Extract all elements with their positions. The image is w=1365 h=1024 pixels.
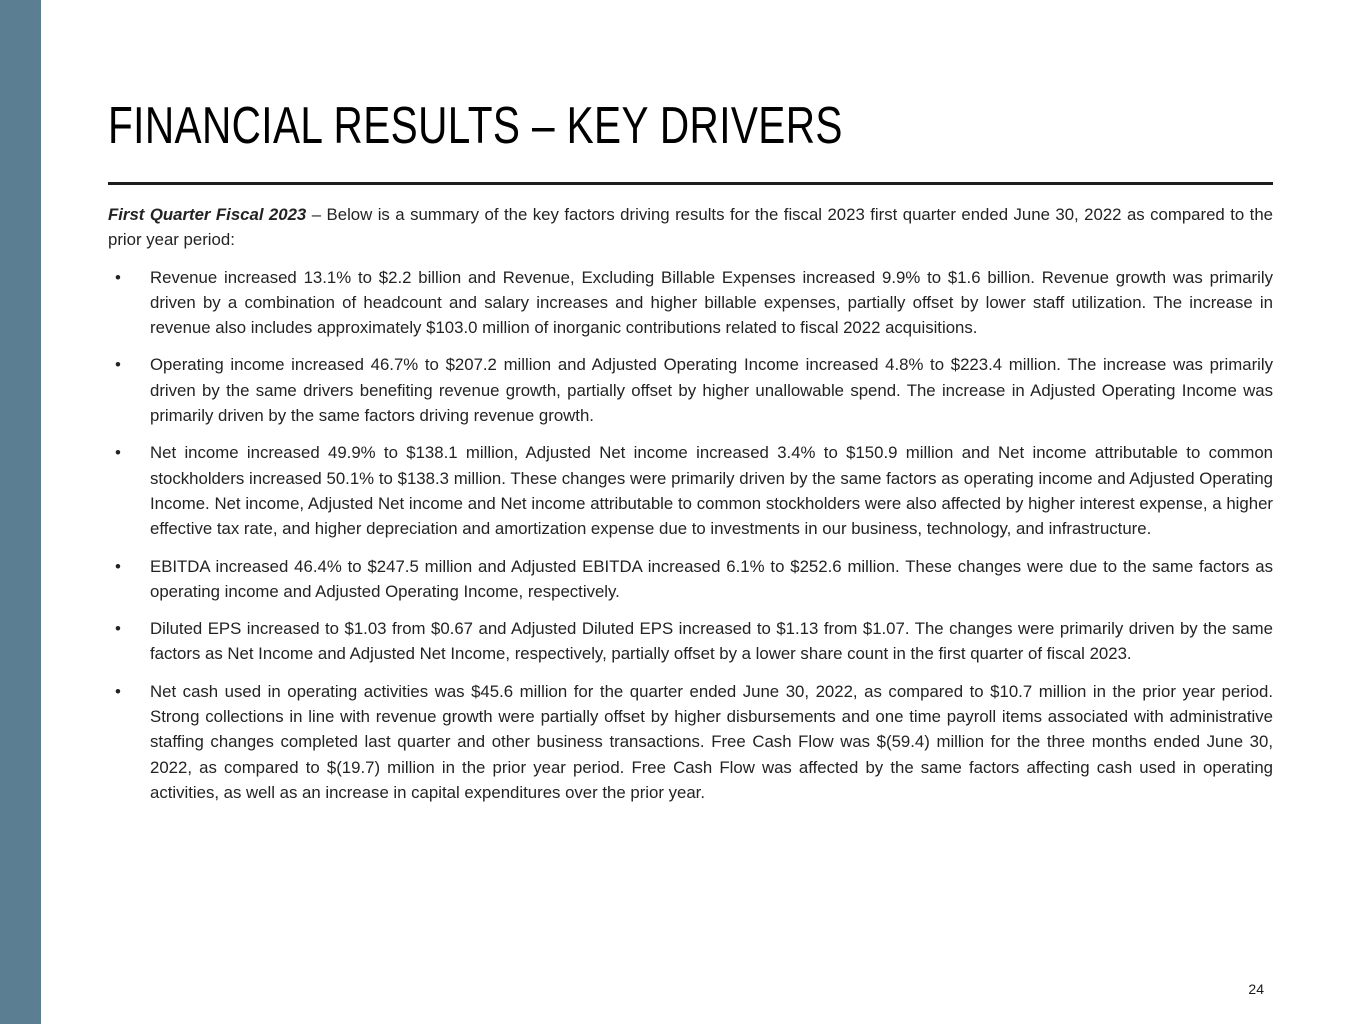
intro-rest: – Below is a summary of the key factors driving results for the fiscal 2023 first quarter ended June 30, 2022 as compared to the prior year period:: [108, 205, 1273, 250]
bullet-text: Net income increased 49.9% to $138.1 million, Adjusted Net income increased 3.4% to $150.9 million and Net income attributable to common stockholders increased 50.1% to $138.3 million. These changes were primarily driven by the same factors as operating income and Adjusted Operating Income. Net income, Adjusted Net income and Net income attributable to common stockholders were also affected by higher interest expense, a higher effective tax rate, and higher depreciation and amortization expense due to investments in our business, technology, and infrastructure.: [150, 443, 1273, 539]
bullet-item: [108, 679, 1273, 805]
content-area: [108, 0, 1273, 805]
page-number: 24: [1248, 981, 1264, 997]
bullet-text: Net cash used in operating activities was $45.6 million for the quarter ended June 30, 2022, as compared to $10.7 million in the prior year period. Strong collections in line with revenue growth were partially offset by higher disbursements and one time payroll items associated with administrative staffing changes completed last quarter and other business transactions. Free Cash Flow was $(59.4) million for the three months ended June 30, 2022, as compared to $(19.7) million in the prior year period. Free Cash Flow was affected by the same factors affecting cash used in operating activities, as well as an increase in capital expenditures over the prior year.: [150, 681, 1273, 802]
bullet-marker: •: [115, 619, 121, 639]
bullet-text: Operating income increased 46.7% to $207.2 million and Adjusted Operating Income increased 4.8% to $223.4 million. The increase was primarily driven by the same drivers benefiting revenue growth, partially offset by higher unallowable spend. The increase in Adjusted Operating Income was primarily driven by the same factors driving revenue growth.: [150, 355, 1273, 426]
bullet-marker: •: [115, 355, 121, 375]
title-divider: [108, 182, 1273, 185]
slide-accent-bar: [0, 0, 41, 1024]
bullet-item: [108, 616, 1273, 667]
page-title: FINANCIAL RESULTS – KEY DRIVERS: [108, 97, 843, 155]
bullet-text: Diluted EPS increased to $1.03 from $0.67 and Adjusted Diluted EPS increased to $1.13 from $1.07. The changes were primarily driven by the same factors as Net Income and Adjusted Net Income, respectively, partially offset by a lower share count in the first quarter of fiscal 2023.: [150, 619, 1273, 664]
intro-paragraph: [108, 202, 1273, 253]
bullet-marker: •: [115, 267, 121, 287]
bullet-list: [108, 265, 1273, 806]
bullet-text: Revenue increased 13.1% to $2.2 billion and Revenue, Excluding Billable Expenses increased 9.9% to $1.6 billion. Revenue growth was primarily driven by a combination of headcount and salary increases and higher billable expenses, partially offset by lower staff utilization. The increase in revenue also includes approximately $103.0 million of inorganic contributions related to fiscal 2022 acquisitions.: [150, 267, 1273, 338]
bullet-item: [108, 352, 1273, 428]
bullet-item: [108, 265, 1273, 341]
bullet-marker: •: [115, 443, 121, 463]
bullet-text: EBITDA increased 46.4% to $247.5 million and Adjusted EBITDA increased 6.1% to $252.6 million. These changes were due to the same factors as operating income and Adjusted Operating Income, respectively.: [150, 556, 1273, 601]
bullet-marker: •: [115, 556, 121, 576]
intro-lead: First Quarter Fiscal 2023: [108, 205, 307, 224]
bullet-item: [108, 440, 1273, 541]
bullet-item: [108, 554, 1273, 605]
bullet-marker: •: [115, 681, 121, 701]
